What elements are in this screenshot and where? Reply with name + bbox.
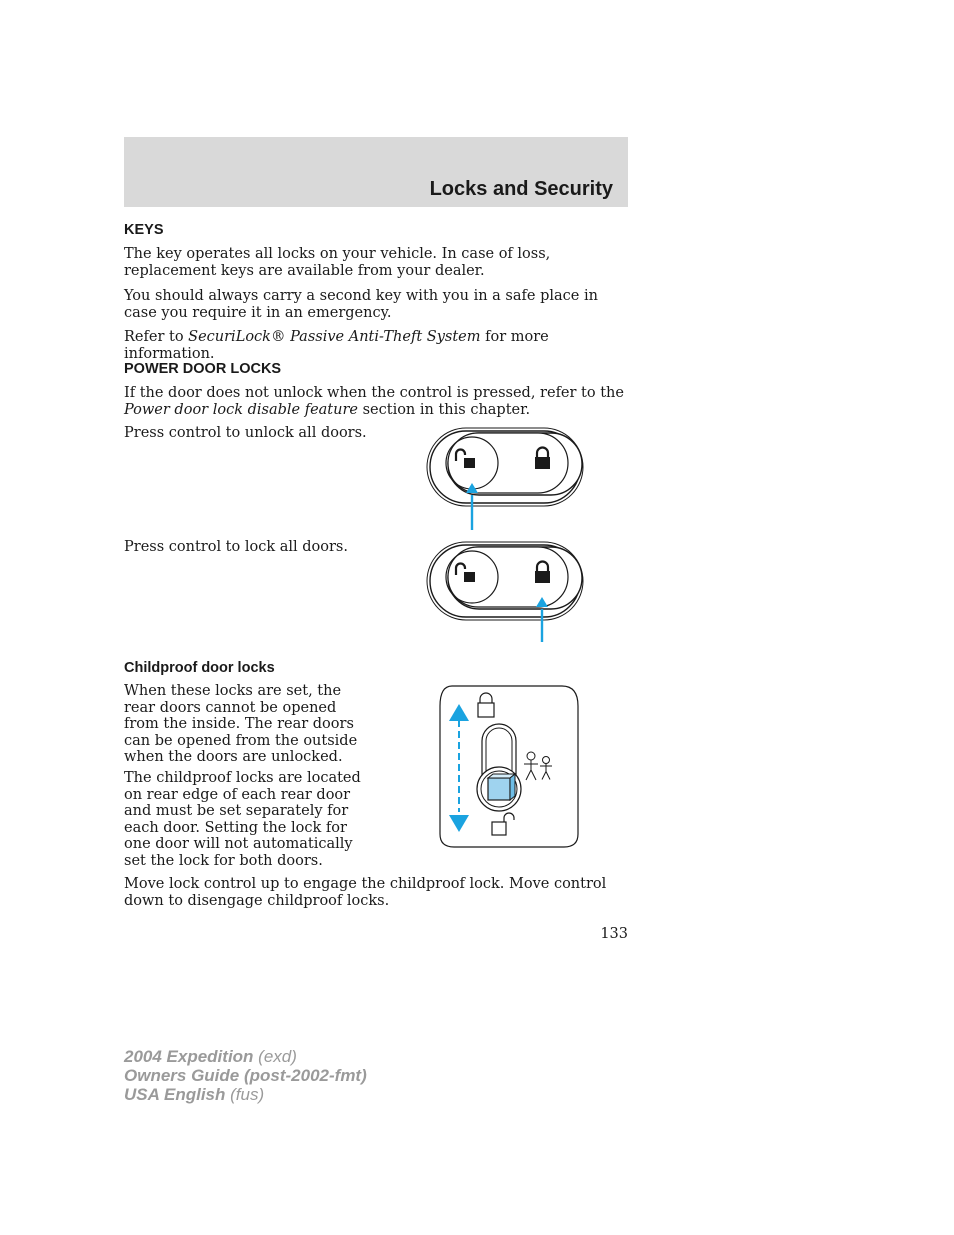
keys-para-2: You should always carry a second key with you in a safe place in case you require it in an emergency.: [124, 288, 598, 321]
chapter-header: [124, 137, 628, 207]
keys-heading: KEYS: [124, 222, 164, 238]
lock-caption: Press control to lock all doors.: [124, 539, 348, 555]
lock-switch-illustration: [424, 539, 588, 645]
childproof-para-2: The childproof locks are located on rear edge of each rear door and must be set separately for each door. Setting the lock for one door will not automatically set the lock for both doors.: [124, 770, 361, 869]
chapter-title: Locks and Security: [429, 178, 613, 200]
pdl-para-prefix: If the door does not unlock when the control is pressed, refer to the: [124, 385, 624, 401]
page-number: 133: [600, 926, 628, 942]
keys-para-1: The key operates all locks on your vehicle. In case of loss, replacement keys are available from your dealer.: [124, 246, 551, 279]
unlock-switch-illustration: [424, 425, 588, 533]
childproof-para-1: When these locks are set, the rear doors cannot be opened from the inside. The rear doors can be opened from the outside when the doors are unlocked.: [124, 683, 358, 765]
power-door-locks-heading: POWER DOOR LOCKS: [124, 361, 282, 377]
footer-model-code: (exd): [253, 1047, 297, 1066]
securilock-reference: SecuriLock® Passive Anti-Theft System: [188, 329, 481, 345]
footer-guide: Owners Guide (post-2002-fmt): [124, 1066, 367, 1085]
pdl-para-suffix: section in this chapter.: [357, 402, 531, 418]
footer-language-code: (fus): [225, 1085, 265, 1104]
childproof-para-3: Move lock control up to engage the childproof lock. Move control down to disengage childproof locks.: [124, 876, 607, 909]
unlock-caption: Press control to unlock all doors.: [124, 425, 367, 441]
lock-icon: [478, 693, 494, 717]
child-icon: [524, 752, 552, 780]
childproof-lock-illustration: [436, 684, 581, 850]
disable-feature-reference: Power door lock disable feature: [124, 402, 358, 418]
footer-model: 2004 Expedition: [124, 1047, 254, 1066]
footer-language: USA English: [124, 1085, 226, 1104]
keys-para-3: [124, 329, 628, 363]
keys-para-3-prefix: Refer to: [124, 329, 189, 345]
keys-para-3-suffix: for more information.: [124, 329, 549, 362]
arrow-up-down-icon: [449, 704, 469, 832]
power-door-locks-para: [124, 385, 624, 419]
document-footer: [124, 1047, 367, 1104]
unlock-icon: [492, 813, 514, 835]
childproof-heading: Childproof door locks: [124, 660, 275, 676]
